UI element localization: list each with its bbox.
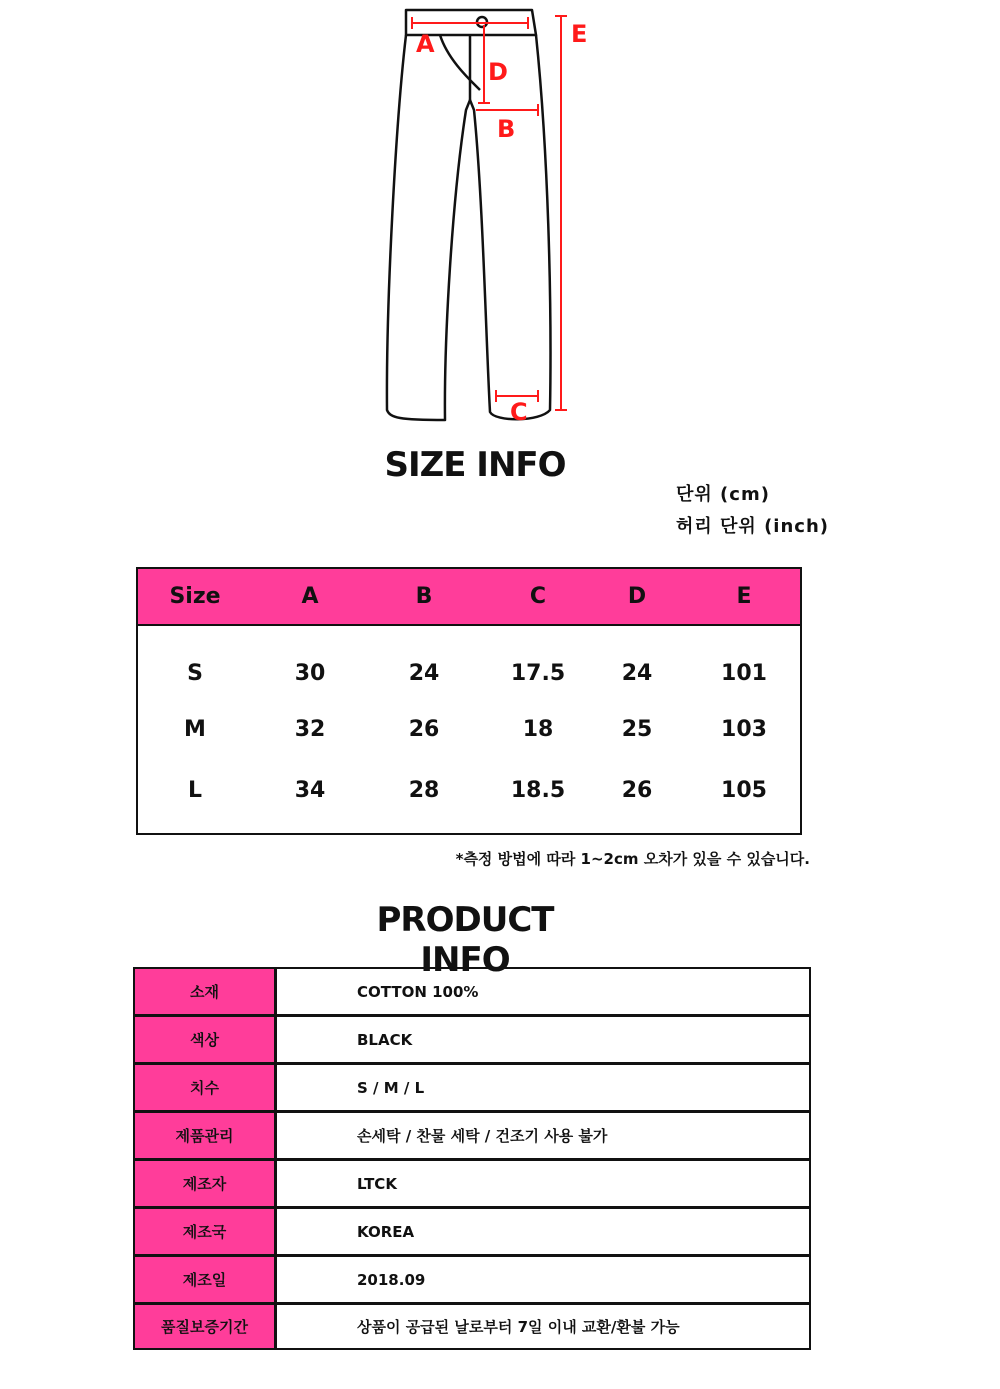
size-cell: 18.5 bbox=[510, 778, 566, 803]
product-table bbox=[133, 967, 811, 1350]
product-value: BLACK bbox=[357, 1030, 413, 1049]
size-table bbox=[136, 567, 802, 835]
pants-outline bbox=[387, 10, 551, 420]
product-info-title: PRODUCT INFO bbox=[376, 900, 554, 980]
product-value: 2018.09 bbox=[357, 1270, 426, 1289]
header-b: B bbox=[415, 584, 433, 609]
product-row-size bbox=[135, 1065, 809, 1113]
product-row-manufacturer bbox=[135, 1161, 809, 1209]
size-cell: S bbox=[187, 661, 203, 686]
size-cell: 103 bbox=[721, 717, 767, 742]
size-cell: 25 bbox=[621, 717, 653, 742]
header-a: A bbox=[301, 584, 319, 609]
size-info-title: SIZE INFO bbox=[384, 445, 566, 485]
size-cell: 17.5 bbox=[510, 661, 566, 686]
size-table-header bbox=[138, 569, 800, 626]
size-cell: 101 bbox=[721, 661, 767, 686]
product-row-color bbox=[135, 1017, 809, 1065]
product-value: 상품이 공급된 날로부터 7일 이내 교환/환불 가능 bbox=[357, 1318, 680, 1336]
size-cell: 26 bbox=[621, 778, 653, 803]
product-value: 손세탁 / 찬물 세탁 / 건조기 사용 불가 bbox=[357, 1127, 608, 1145]
size-cell: 30 bbox=[294, 661, 326, 686]
header-c: C bbox=[529, 584, 547, 609]
product-label: 제품관리 bbox=[135, 1113, 277, 1158]
size-cell: L bbox=[187, 778, 203, 803]
product-label: 제조자 bbox=[135, 1161, 277, 1206]
unit-inch: 허리 단위 (inch) bbox=[676, 516, 830, 537]
product-label: 품질보증기간 bbox=[135, 1305, 277, 1348]
size-cell: 34 bbox=[294, 778, 326, 803]
product-label: 색상 bbox=[135, 1017, 277, 1062]
label-a: A bbox=[416, 30, 435, 58]
product-value: COTTON 100% bbox=[357, 982, 479, 1001]
unit-cm: 단위 (cm) bbox=[676, 484, 770, 505]
product-row-country bbox=[135, 1209, 809, 1257]
product-label: 제조일 bbox=[135, 1257, 277, 1302]
measurement-footnote: *측정 방법에 따라 1~2cm 오차가 있을 수 있습니다. bbox=[455, 850, 810, 868]
header-size: Size bbox=[169, 584, 221, 609]
size-cell: 24 bbox=[621, 661, 653, 686]
size-cell: 26 bbox=[408, 717, 440, 742]
label-b: B bbox=[497, 115, 516, 143]
product-label: 치수 bbox=[135, 1065, 277, 1110]
label-d: D bbox=[488, 58, 508, 86]
product-row-care bbox=[135, 1113, 809, 1161]
header-d: D bbox=[627, 584, 647, 609]
header-e: E bbox=[736, 584, 752, 609]
size-cell: M bbox=[184, 717, 206, 742]
product-value: KOREA bbox=[357, 1222, 415, 1241]
size-cell: 18 bbox=[522, 717, 554, 742]
size-cell: 32 bbox=[294, 717, 326, 742]
product-value: LTCK bbox=[357, 1174, 397, 1193]
product-label: 제조국 bbox=[135, 1209, 277, 1254]
size-cell: 24 bbox=[408, 661, 440, 686]
size-cell: 28 bbox=[408, 778, 440, 803]
product-value: S / M / L bbox=[357, 1078, 425, 1097]
product-row-material bbox=[135, 969, 809, 1017]
product-row-date bbox=[135, 1257, 809, 1305]
size-cell: 105 bbox=[721, 778, 767, 803]
pants-measurement-diagram bbox=[0, 0, 1000, 440]
product-label: 소재 bbox=[135, 969, 277, 1014]
label-c: C bbox=[510, 398, 528, 426]
product-row-warranty bbox=[135, 1305, 809, 1348]
label-e: E bbox=[571, 20, 588, 48]
